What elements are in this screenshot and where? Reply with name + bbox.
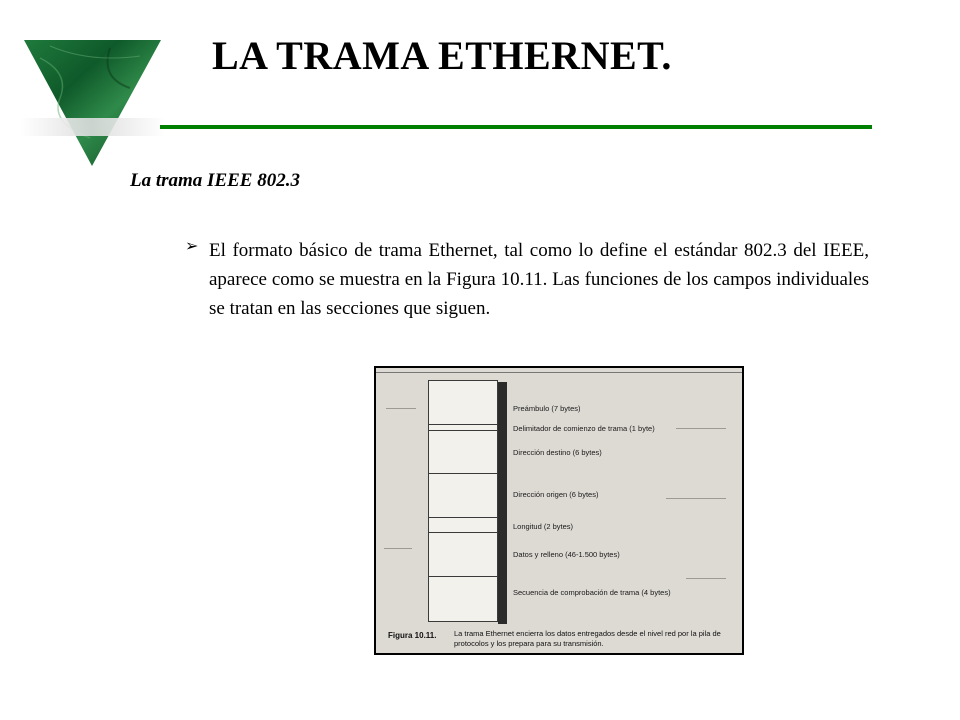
frame-divider <box>428 517 498 518</box>
title-underline <box>160 125 872 129</box>
figure-caption-number: Figura 10.11. <box>388 631 437 640</box>
frame-divider <box>428 473 498 474</box>
field-label-length: Longitud (2 bytes) <box>513 522 574 531</box>
scan-speck <box>666 498 726 499</box>
logo-triangle-icon <box>20 38 165 170</box>
frame-divider <box>428 532 498 533</box>
figure-caption-text: La trama Ethernet encierra los datos entregados desde el nivel red por la pila de protocolos y los prepara para su transmisión. <box>454 629 721 648</box>
field-label-sfd: Delimitador de comienzo de trama (1 byte) <box>513 424 655 433</box>
frame-divider <box>428 430 498 431</box>
ethernet-frame-figure <box>374 366 744 655</box>
frame-stack <box>428 380 498 622</box>
arrow-bullet-icon: ➢ <box>185 236 199 255</box>
frame-divider <box>428 576 498 577</box>
frame-divider <box>428 424 498 425</box>
section-subtitle: La trama IEEE 802.3 <box>130 170 300 191</box>
scan-speck <box>386 408 416 409</box>
field-label-data: Datos y relleno (46-1.500 bytes) <box>513 550 620 559</box>
scan-speck <box>384 548 412 549</box>
field-label-fcs: Secuencia de comprobación de trama (4 bytes) <box>513 588 671 597</box>
slide-title: LA TRAMA ETHERNET. <box>212 33 672 78</box>
frame-stack-shadow <box>498 382 507 624</box>
bullet-paragraph: El formato básico de trama Ethernet, tal como lo define el estándar 802.3 del IEEE, aparece como se muestra en la Figura 10.11. Las funciones de los campos individuales se tratan en las secciones que siguen. <box>209 240 869 319</box>
scan-speck <box>686 578 726 579</box>
figure-top-rule <box>376 372 744 373</box>
field-label-destination: Dirección destino (6 bytes) <box>513 448 602 457</box>
scan-speck <box>676 428 726 429</box>
field-label-preamble: Preámbulo (7 bytes) <box>513 404 581 413</box>
field-label-source: Dirección origen (6 bytes) <box>513 490 599 499</box>
